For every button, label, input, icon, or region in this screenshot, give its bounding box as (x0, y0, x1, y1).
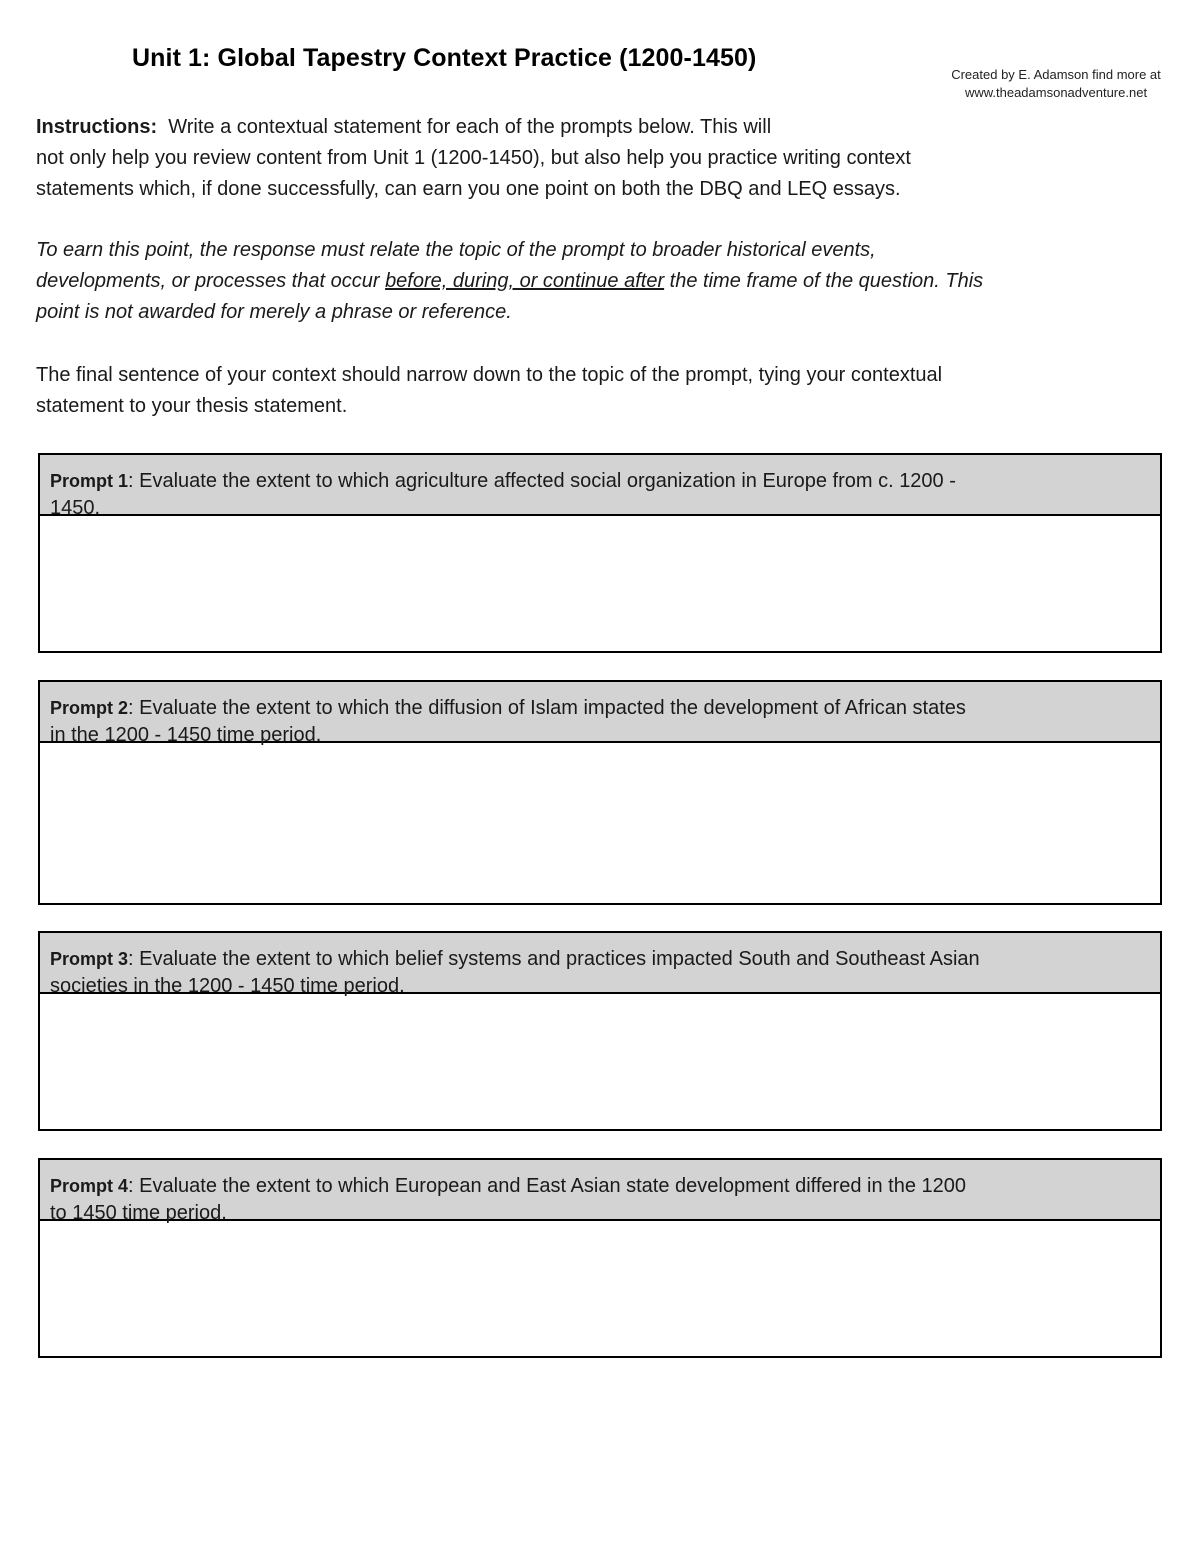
criteria-text-line: To earn this point, the response must relate the topic of the prompt to broader historical events, (36, 239, 876, 261)
final-note-paragraph (36, 360, 1166, 422)
author-credit (925, 66, 1187, 102)
prompt-3-label: Prompt 3 (50, 949, 129, 969)
criteria-text-line: point is not awarded for merely a phrase or reference. (36, 301, 512, 323)
criteria-paragraph (36, 235, 1166, 328)
prompt-4-box (38, 1158, 1162, 1358)
prompt-1-box (38, 453, 1162, 653)
instructions-text-line: statements which, if done successfully, can earn you one point on both the DBQ and LEQ essays. (36, 178, 901, 200)
page-title: Unit 1: Global Tapestry Context Practice (1200-1450) (132, 44, 757, 72)
instructions-text-line: Write a contextual statement for each of the prompts below. This will (168, 116, 772, 138)
criteria-text-line: developments, or processes that occur (36, 270, 386, 292)
prompt-2-label: Prompt 2 (50, 698, 129, 718)
prompt-4-text: : Evaluate the extent to which European and East Asian state development differed in the 1200 (128, 1175, 966, 1197)
prompt-4-answer-area[interactable] (40, 1221, 1160, 1340)
prompt-3-header (40, 933, 1160, 997)
prompt-4-text-cont: to 1450 time period. (50, 1202, 227, 1224)
prompt-4-header (40, 1160, 1160, 1224)
prompt-1-header (40, 455, 1160, 519)
credit-website: www.theadamsonadventure.net (964, 85, 1148, 100)
prompt-1-answer-area[interactable] (40, 516, 1160, 635)
final-note-line: The final sentence of your context should narrow down to the topic of the prompt, tying your contextual (36, 364, 943, 386)
final-note-line: statement to your thesis statement. (36, 395, 348, 417)
prompt-1-text-cont: 1450. (50, 497, 101, 519)
prompt-2-text-cont: in the 1200 - 1450 time period. (50, 724, 322, 746)
credit-line: Created by E. Adamson find more at (951, 67, 1161, 82)
prompt-2-header (40, 682, 1160, 746)
prompt-1-text: : Evaluate the extent to which agriculture affected social organization in Europe from c. 1200 - (128, 470, 956, 492)
criteria-underlined-text: before, during, or continue after (385, 270, 665, 292)
prompt-2-answer-area[interactable] (40, 743, 1160, 887)
prompt-2-text: : Evaluate the extent to which the diffusion of Islam impacted the development of African states (128, 697, 966, 719)
prompt-3-text-cont: societies in the 1200 - 1450 time period. (50, 975, 405, 997)
prompt-3-text: : Evaluate the extent to which belief systems and practices impacted South and Southeast Asian (128, 948, 980, 970)
instructions-text-line: not only help you review content from Unit 1 (1200-1450), but also help you practice writing context (36, 147, 911, 169)
criteria-text-line: the time frame of the question. This (664, 270, 984, 292)
instructions-paragraph (36, 112, 1166, 205)
prompt-4-label: Prompt 4 (50, 1176, 129, 1196)
prompt-3-box (38, 931, 1162, 1131)
prompt-1-label: Prompt 1 (50, 471, 129, 491)
prompt-2-box (38, 680, 1162, 905)
prompt-3-answer-area[interactable] (40, 994, 1160, 1113)
instructions-label: Instructions: (36, 116, 158, 138)
